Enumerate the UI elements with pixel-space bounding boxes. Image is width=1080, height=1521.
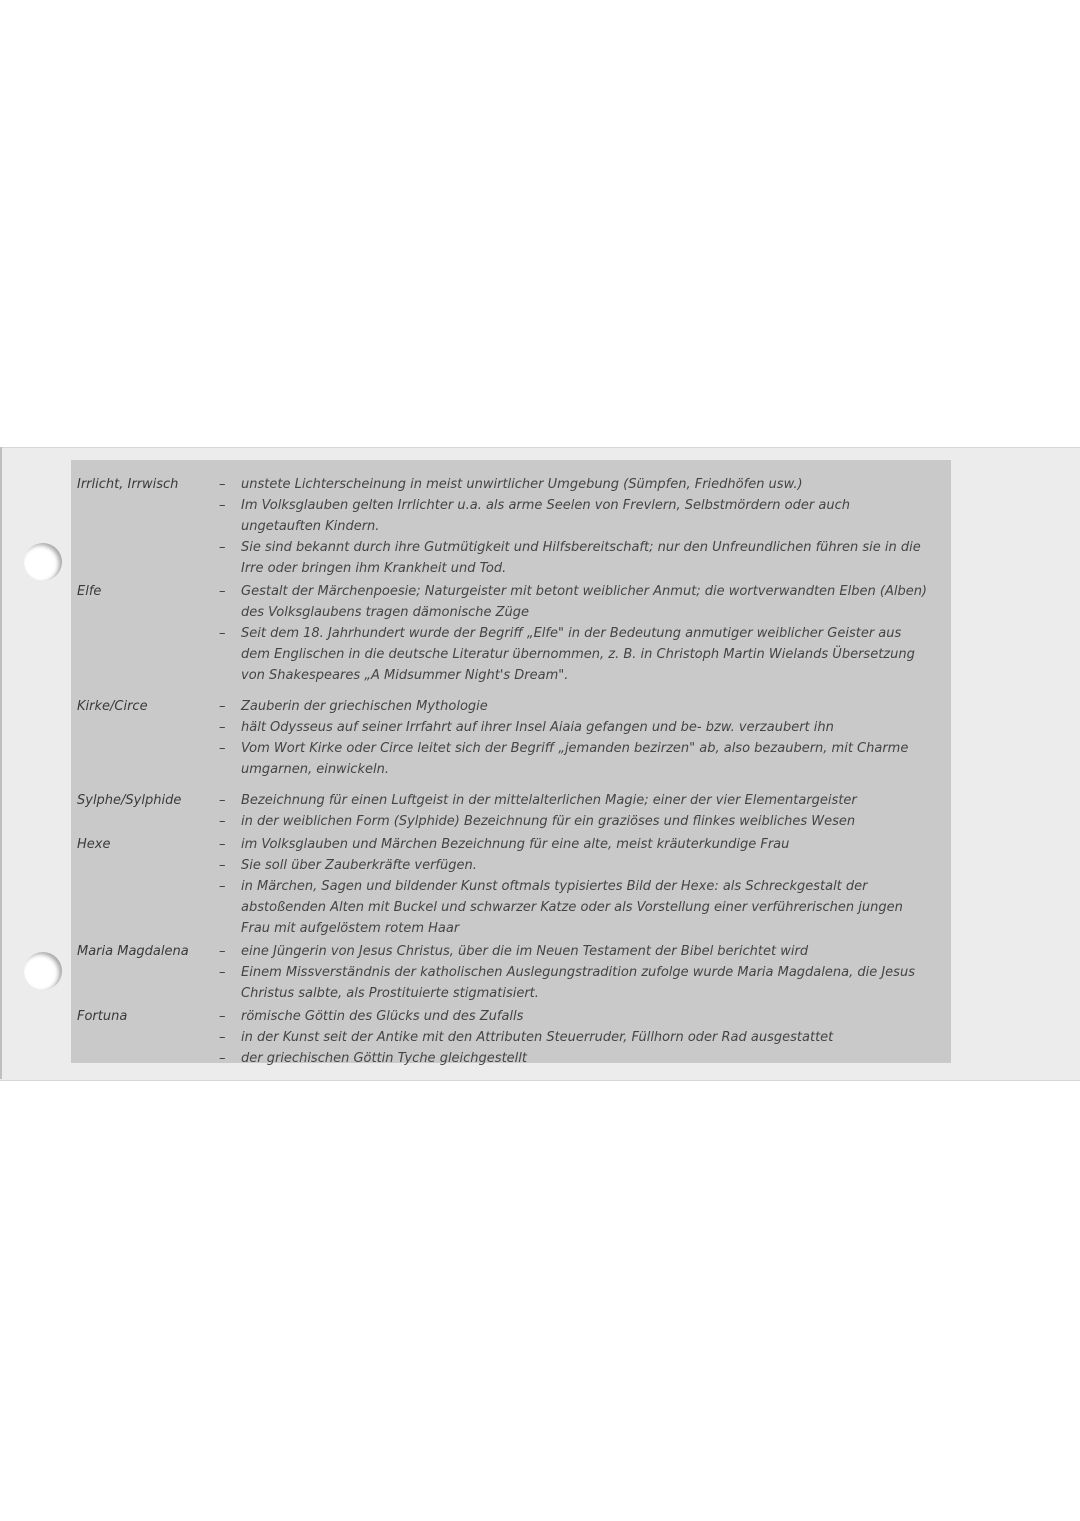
entry-definitions: [217, 581, 951, 686]
entry-term: Irrlicht, Irrwisch: [77, 477, 179, 492]
definition-item: – Zauberin der griechischen Mythologie: [217, 696, 931, 717]
definition-item: – römische Göttin des Glücks und des Zufalls: [217, 1006, 931, 1027]
definition-item: – Seit dem 18. Jahrhundert wurde der Begriff „Elfe" in der Bedeutung anmutiger weiblicher Geister aus dem Englischen in die deutsche Literatur übernommen, z. B. in Christoph Martin Wielands Übersetzung von Shakespeares „A Midsummer Night's Dream".: [217, 623, 931, 686]
glossary-card: [71, 460, 951, 1066]
punch-hole: [24, 543, 62, 581]
entry-definitions: [217, 834, 951, 939]
entry-term: Hexe: [77, 837, 111, 852]
glossary-entry-kirke: [71, 696, 951, 780]
definition-item: – Sie soll über Zauberkräfte verfügen.: [217, 855, 931, 876]
entry-term: Sylphe/Sylphide: [77, 793, 182, 808]
glossary-entry-hexe: [71, 834, 951, 939]
entry-term: Elfe: [77, 584, 102, 599]
definition-item: – der griechischen Göttin Tyche gleichgestellt: [217, 1048, 931, 1069]
entry-definitions: [217, 790, 951, 832]
definition-item: – Einem Missverständnis der katholischen Auslegungstradition zufolge wurde Maria Magdalena, die Jesus Christus salbte, als Prostituierte stigmatisiert.: [217, 962, 931, 1004]
definition-item: – Im Volksglauben gelten Irrlichter u.a. als arme Seelen von Frevlern, Selbstmördern oder auch ungetauften Kindern.: [217, 495, 931, 537]
definition-item: – Vom Wort Kirke oder Circe leitet sich der Begriff „jemanden bezirzen" ab, also bezaubern, mit Charme umgarnen, einwickeln.: [217, 738, 931, 780]
entry-definitions: [217, 696, 951, 780]
definition-item: – Bezeichnung für einen Luftgeist in der mittelalterlichen Magie; einer der vier Elementargeister: [217, 790, 931, 811]
paper-edge: [0, 447, 2, 1079]
definition-item: – Gestalt der Märchenpoesie; Naturgeister mit betont weiblicher Anmut; die wortverwandten Elben (Alben) des Volksglaubens tragen dämonische Züge: [217, 581, 931, 623]
glossary-entry-maria-magdalena: [71, 941, 951, 1004]
glossary-entry-sylphe: [71, 790, 951, 832]
definition-item: – eine Jüngerin von Jesus Christus, über die im Neuen Testament der Bibel berichtet wird: [217, 941, 931, 962]
definition-item: – im Volksglauben und Märchen Bezeichnung für eine alte, meist kräuterkundige Frau: [217, 834, 931, 855]
definition-item: – in der Kunst seit der Antike mit den Attributen Steuerruder, Füllhorn oder Rad ausgestattet: [217, 1027, 931, 1048]
entry-definitions: [217, 941, 951, 1004]
definition-item: – unstete Lichterscheinung in meist unwirtlicher Umgebung (Sümpfen, Friedhöfen usw.): [217, 474, 931, 495]
entry-definitions: [217, 1006, 951, 1069]
definition-item: – hält Odysseus auf seiner Irrfahrt auf ihrer Insel Aiaia gefangen und be- bzw. verzaubert ihn: [217, 717, 931, 738]
entry-term: Maria Magdalena: [77, 944, 189, 959]
entry-definitions: [217, 474, 951, 579]
punch-hole: [24, 952, 62, 990]
glossary-entry-fortuna: [71, 1006, 951, 1069]
definition-item: – in Märchen, Sagen und bildender Kunst oftmals typisiertes Bild der Hexe: als Schreckgestalt der abstoßenden Alten mit Buckel und schwarzer Katze oder als Vorstellung einer verführerischen jungen Frau mit aufgelöstem rotem Haar: [217, 876, 931, 939]
definition-item: – Sie sind bekannt durch ihre Gutmütigkeit und Hilfsbereitschaft; nur den Unfreundlichen führen sie in die Irre oder bringen ihm Krankheit und Tod.: [217, 537, 931, 579]
glossary-entry-irrlicht: [71, 474, 951, 579]
glossary-entries: [71, 474, 951, 1069]
entry-term: Fortuna: [77, 1009, 128, 1024]
glossary-entry-elfe: [71, 581, 951, 686]
entry-term: Kirke/Circe: [77, 699, 148, 714]
definition-item: – in der weiblichen Form (Sylphide) Bezeichnung für ein graziöses und flinkes weibliches Wesen: [217, 811, 931, 832]
